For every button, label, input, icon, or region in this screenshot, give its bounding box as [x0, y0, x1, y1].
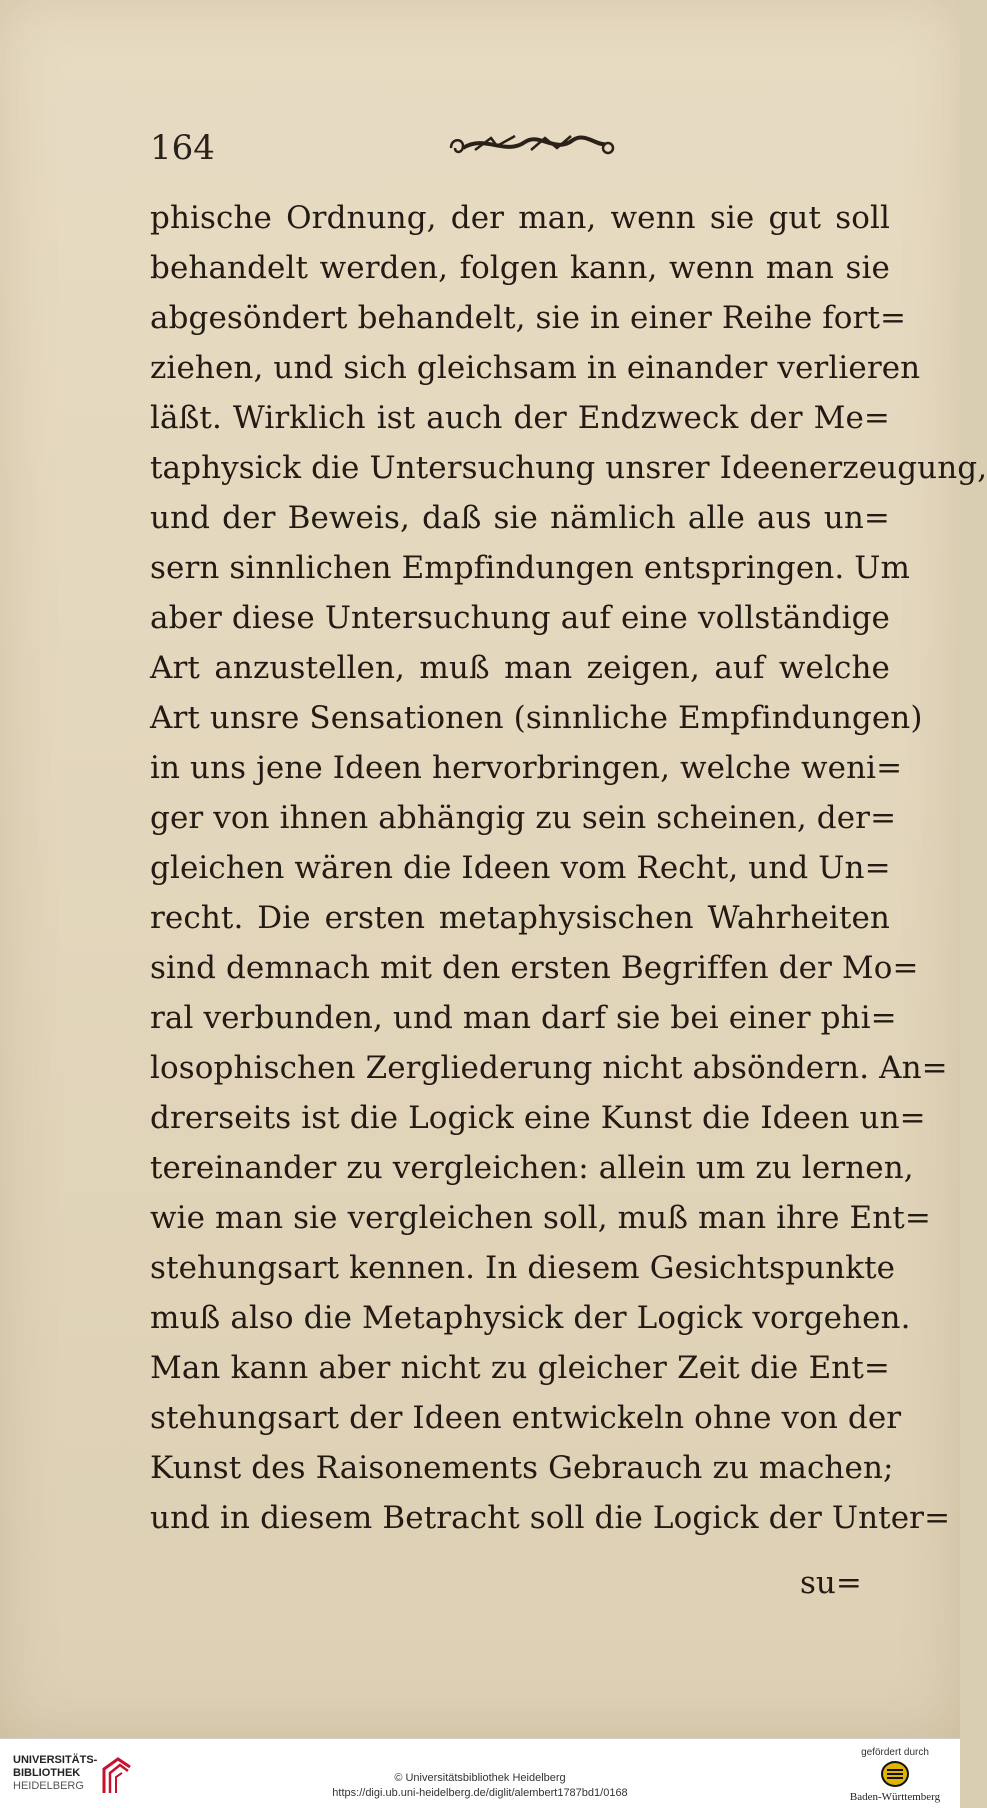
- text-line: muß also die Metaphysick der Logick vorgehen.: [150, 1300, 911, 1336]
- text-line: tereinander zu vergleichen: allein um zu lernen,: [150, 1150, 914, 1186]
- library-name-line: UNIVERSITÄTS-: [13, 1754, 98, 1766]
- page-header: [150, 120, 910, 180]
- text-line: und in diesem Betracht soll die Logick der Unter=: [150, 1500, 951, 1536]
- text-line: behandelt werden, folgen kann, wenn man sie: [150, 250, 890, 286]
- library-name-line: HEIDELBERG: [13, 1780, 84, 1792]
- funding-label: gefördert durch: [861, 1747, 929, 1758]
- copyright-notice: © Universitätsbibliothek Heidelberg: [394, 1772, 566, 1784]
- text-line: aber diese Untersuchung auf eine vollständige: [150, 600, 890, 636]
- text-line: drerseits ist die Logick eine Kunst die Ideen un=: [150, 1100, 926, 1136]
- page-text: [150, 193, 987, 1543]
- text-line: und der Beweis, daß sie nämlich alle aus un=: [150, 500, 890, 536]
- text-line: recht. Die ersten metaphysischen Wahrheiten: [150, 900, 890, 936]
- page-number: 164: [150, 128, 215, 168]
- text-line: sern sinnlichen Empfindungen entspringen. Um: [150, 550, 910, 586]
- text-line: Kunst des Raisonements Gebrauch zu machen;: [150, 1450, 894, 1486]
- text-line: Man kann aber nicht zu gleicher Zeit die Ent=: [150, 1350, 890, 1386]
- text-line: ger von ihnen abhängig zu sein scheinen, der=: [150, 800, 897, 836]
- library-name-line: BIBLIOTHEK: [13, 1767, 81, 1779]
- text-line: losophischen Zergliederung nicht absöndern. An=: [150, 1050, 948, 1086]
- text-line: ral verbunden, und man darf sie bei einer phi=: [150, 1000, 897, 1036]
- state-name: Baden-Württemberg: [849, 1791, 941, 1803]
- text-line: taphysick die Untersuchung unsrer Ideenerzeugung,: [150, 450, 987, 486]
- text-line: ziehen, und sich gleichsam in einander verlieren: [150, 350, 921, 386]
- text-line: Art unsre Sensationen (sinnliche Empfindungen): [150, 700, 923, 736]
- text-line: abgesöndert behandelt, sie in einer Reihe fort=: [150, 300, 907, 336]
- text-line: sind demnach mit den ersten Begriffen der Mo=: [150, 950, 919, 986]
- permalink-url[interactable]: https://digi.ub.uni-heidelberg.de/diglit/alembert1787bd1/0168: [332, 1787, 628, 1799]
- catchword: su=: [800, 1565, 862, 1601]
- text-line: stehungsart kennen. In diesem Gesichtspunkte: [150, 1250, 896, 1286]
- decorative-ornament-icon: [445, 126, 615, 166]
- viewer-footer: [0, 1738, 960, 1808]
- text-line: stehungsart der Ideen entwickeln ohne von der: [150, 1400, 902, 1436]
- text-line: Art anzustellen, muß man zeigen, auf welche: [150, 650, 890, 686]
- text-line: wie man sie vergleichen soll, muß man ihre Ent=: [150, 1200, 931, 1236]
- text-line: in uns jene Ideen hervorbringen, welche weni=: [150, 750, 903, 786]
- text-line: gleichen wären die Ideen vom Recht, und Un=: [150, 850, 891, 886]
- text-line: läßt. Wirklich ist auch der Endzweck der Me=: [150, 400, 890, 436]
- baden-wuerttemberg-crest-icon[interactable]: [880, 1760, 910, 1788]
- text-line: phische Ordnung, der man, wenn sie gut soll: [150, 200, 890, 236]
